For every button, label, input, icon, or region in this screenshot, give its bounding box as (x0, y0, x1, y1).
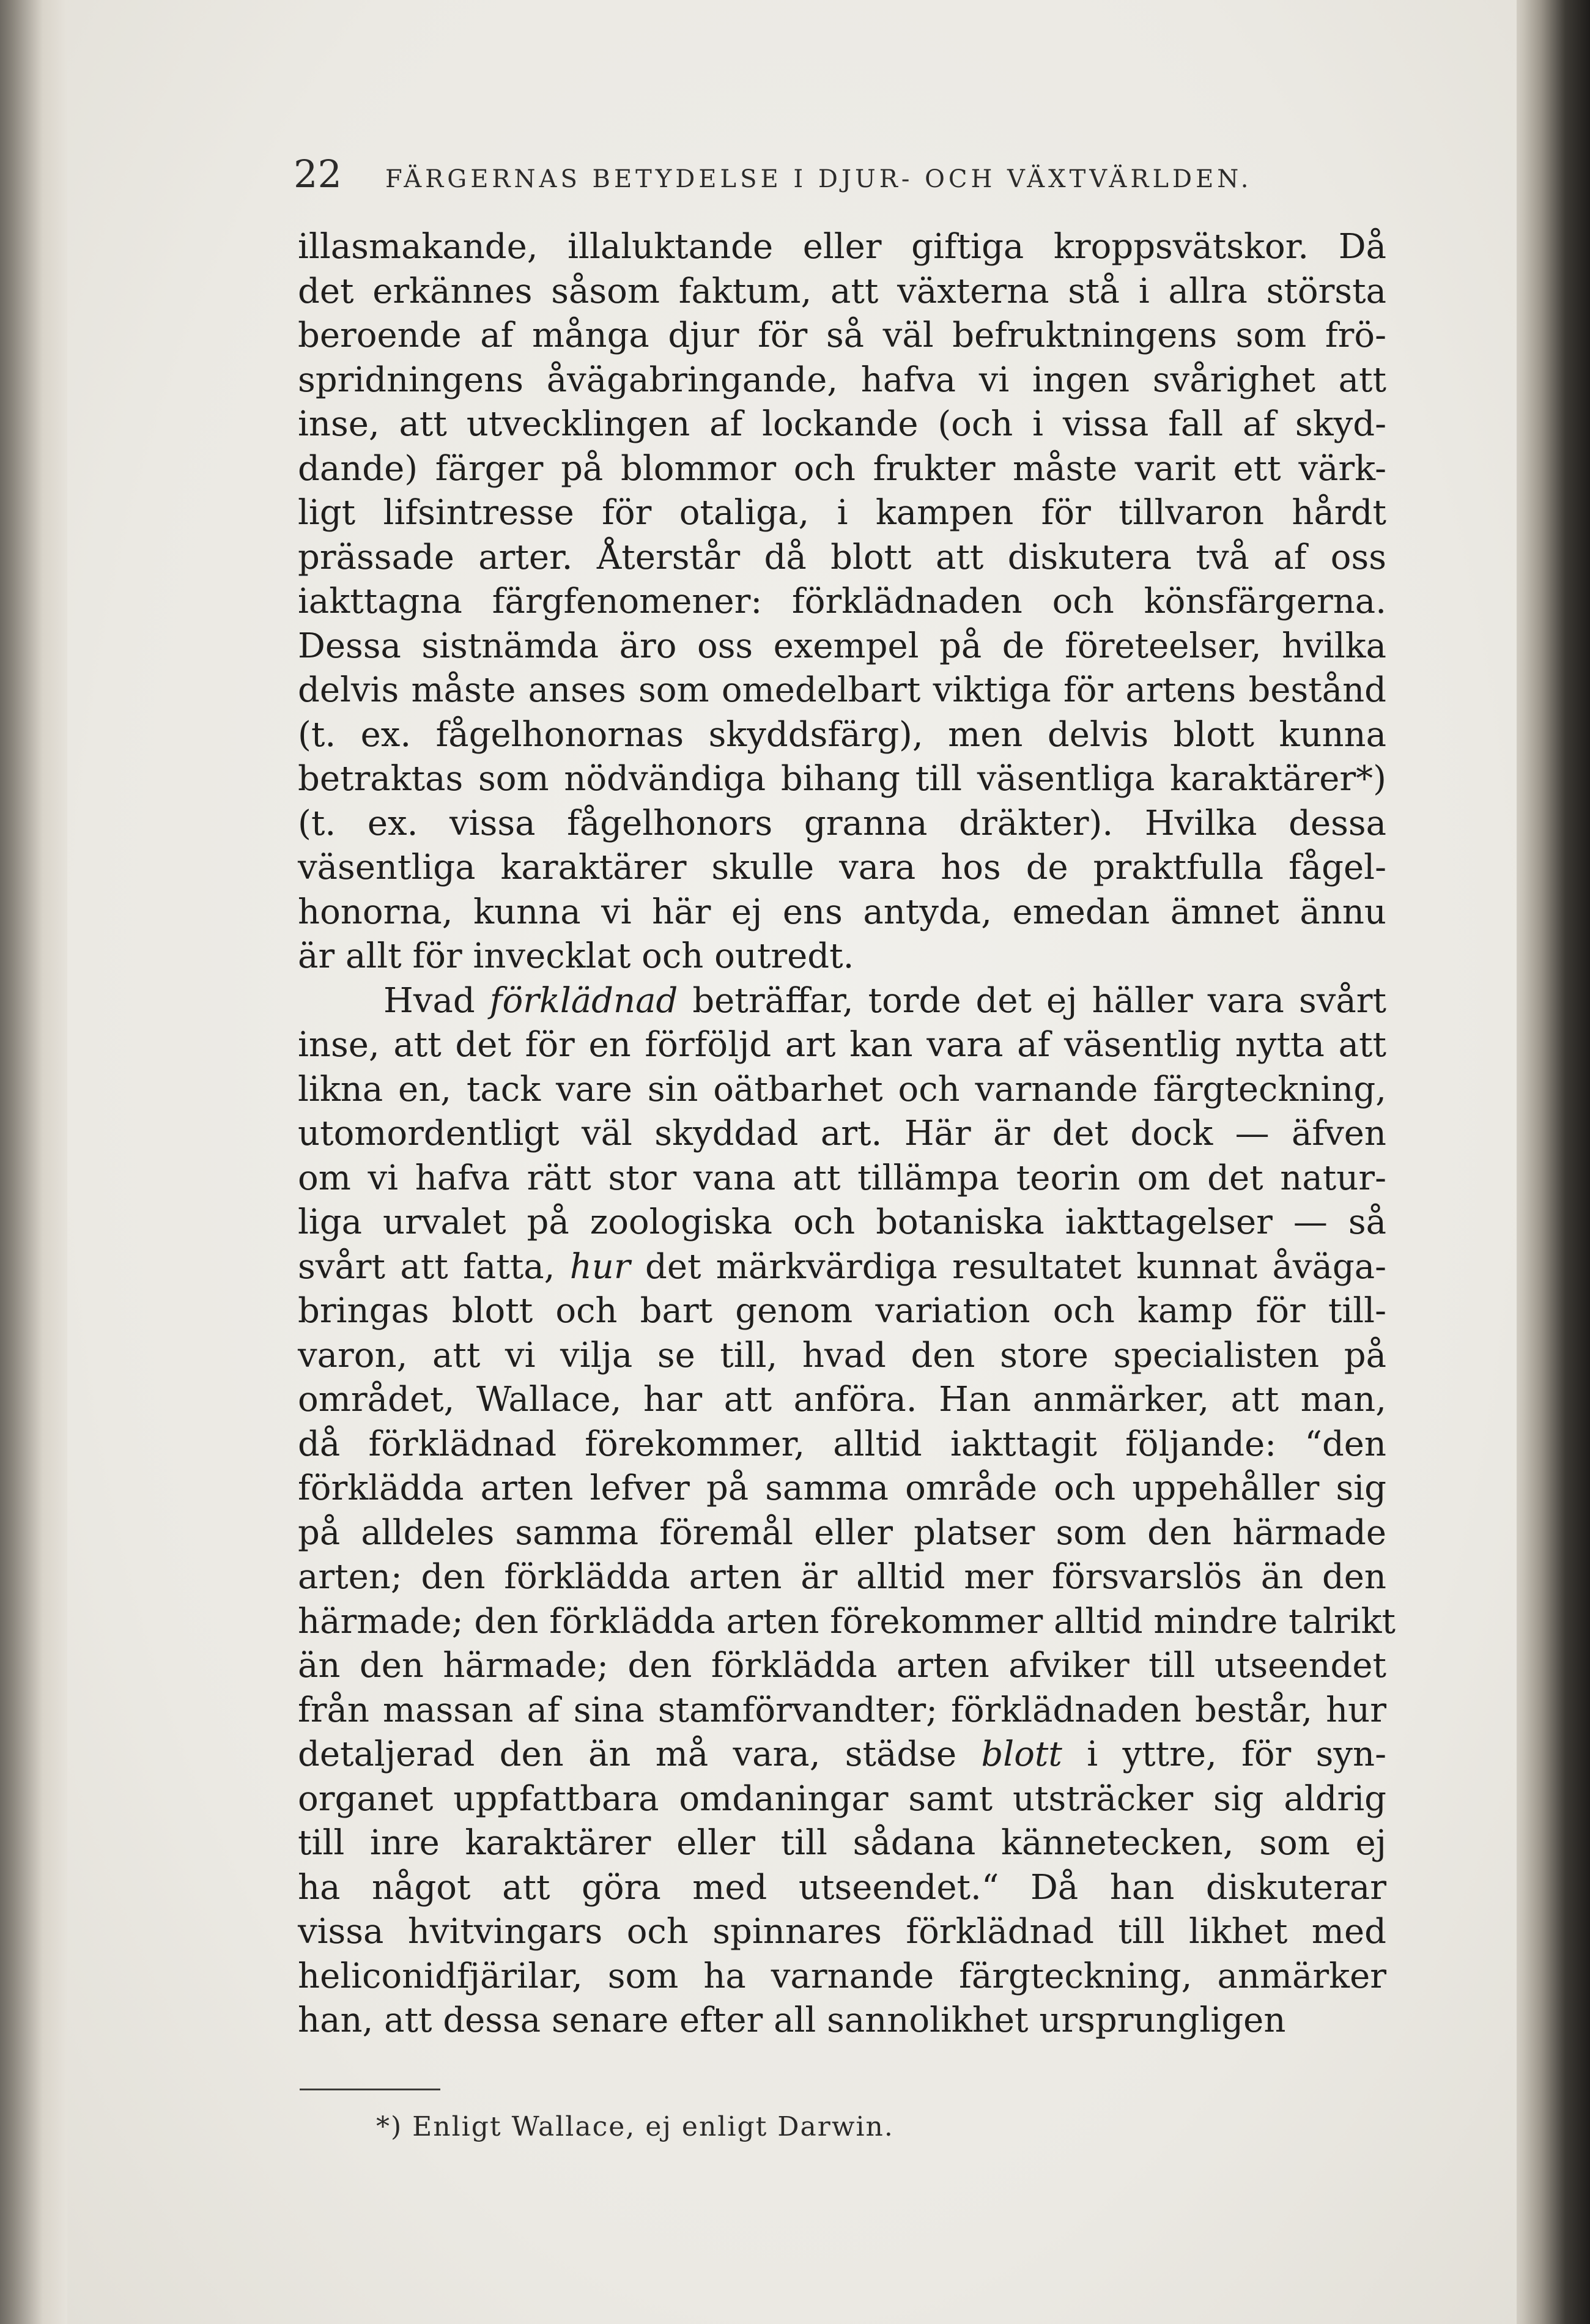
text-line: härmade; den förklädda arten förekommer alltid mindre talrikt (298, 1601, 1396, 1641)
text-line: betraktas som nödvändiga bihang till väsentliga karaktärer*) (298, 759, 1386, 799)
text-line: liga urvalet på zoologiska och botaniska iakttagelser — så (298, 1202, 1386, 1242)
text-line: till inre karaktärer eller till sådana kännetecken, som ej (298, 1823, 1386, 1863)
running-title: FÄRGERNAS BETYDELSE I DJUR- OCH VÄXTVÄRLDEN. (385, 165, 1252, 193)
text-line: heliconidfjärilar, som ha varnande färgteckning, anmärker (298, 1956, 1386, 1996)
text-line: detaljerad den än må vara, städse blott i yttre, för syn- (298, 1734, 1386, 1774)
text-line: arten; den förklädda arten är alltid mer försvarslös än den (298, 1557, 1386, 1597)
text-line: det erkännes såsom faktum, att växterna stå i allra största (298, 271, 1386, 311)
text-line: väsentliga karaktärer skulle vara hos de praktfulla fågel- (298, 848, 1386, 887)
text-line: delvis måste anses som omedelbart viktiga för artens bestånd (298, 670, 1386, 710)
text-line: likna en, tack vare sin oätbarhet och varnande färgteckning, (298, 1069, 1386, 1109)
text-line: om vi hafva rätt stor vana att tillämpa teorin om det natur- (298, 1158, 1386, 1198)
text-line: från massan af sina stamförvandter; förklädnaden består, hur (298, 1690, 1386, 1730)
text-line: varon, att vi vilja se till, hvad den store specialisten på (298, 1335, 1386, 1375)
text-line: då förklädnad förekommer, alltid iakttagit följande: “den (298, 1424, 1386, 1464)
text-line: Dessa sistnämda äro oss exempel på de företeelser, hvilka (298, 626, 1386, 666)
text-line: organet uppfattbara omdaningar samt utsträcker sig aldrig (298, 1778, 1386, 1819)
text-line: beroende af många djur för så väl befruktningens som frö- (298, 316, 1386, 355)
footnote: *) Enligt Wallace, ej enligt Darwin. (376, 2111, 894, 2142)
text-line: illasmakande, illaluktande eller giftiga kroppsvätskor. Då (298, 227, 1386, 267)
text-line: förklädda arten lefver på samma område och uppehåller sig (298, 1468, 1386, 1508)
text-line: prässade arter. Återstår då blott att diskutera två af oss (298, 537, 1386, 577)
text-line: dande) färger på blommor och frukter måste varit ett värk- (298, 448, 1386, 489)
page-number: 22 (294, 152, 342, 196)
text-line: på alldeles samma föremål eller platser som den härmade (298, 1512, 1386, 1553)
text-line: utomordentligt väl skyddad art. Här är det dock — äfven (298, 1114, 1386, 1153)
text-line: Hvad förklädnad beträffar, torde det ej häller vara svårt (383, 980, 1386, 1021)
text-line: spridningens åvägabringande, hafva vi ingen svårighet att (298, 360, 1386, 400)
text-line: inse, att utvecklingen af lockande (och i vissa fall af skyd- (298, 404, 1386, 444)
text-line: svårt att fatta, hur det märkvärdiga resultatet kunnat åväga- (298, 1246, 1387, 1287)
text-line: honorna, kunna vi här ej ens antyda, emedan ämnet ännu (298, 892, 1386, 932)
text-line: iakttagna färgfenomener: förklädnaden och könsfärgerna. (298, 582, 1386, 621)
text-line: än den härmade; den förklädda arten afviker till utseendet (298, 1646, 1386, 1686)
italic-word: förklädnad (489, 980, 678, 1021)
italic-word: hur (569, 1246, 630, 1287)
body-text (298, 225, 1396, 2043)
footnote-divider (300, 2089, 440, 2090)
text-line: inse, att det för en förföljd art kan vara af väsentlig nytta att (298, 1025, 1386, 1065)
text-line: (t. ex. vissa fågelhonors granna dräkter). Hvilka dessa (298, 803, 1386, 843)
page-header (294, 152, 1388, 196)
text-line: området, Wallace, har att anföra. Han anmärker, att man, (298, 1380, 1386, 1419)
text-line: bringas blott och bart genom variation och kamp för till- (298, 1291, 1386, 1331)
italic-word: blott (981, 1734, 1062, 1774)
text-line: ha något att göra med utseendet.“ Då han diskuterar (298, 1867, 1386, 1908)
text-line: han, att dessa senare efter all sannolikhet ursprungligen (298, 2000, 1286, 2040)
text-line: (t. ex. fågelhonornas skyddsfärg), men delvis blott kunna (298, 714, 1386, 755)
text-line: ligt lifsintresse för otaliga, i kampen för tillvaron hårdt (298, 493, 1386, 533)
text-line: vissa hvitvingars och spinnares förklädnad till likhet med (298, 1912, 1386, 1952)
text-line: är allt för invecklat och outredt. (298, 936, 854, 976)
